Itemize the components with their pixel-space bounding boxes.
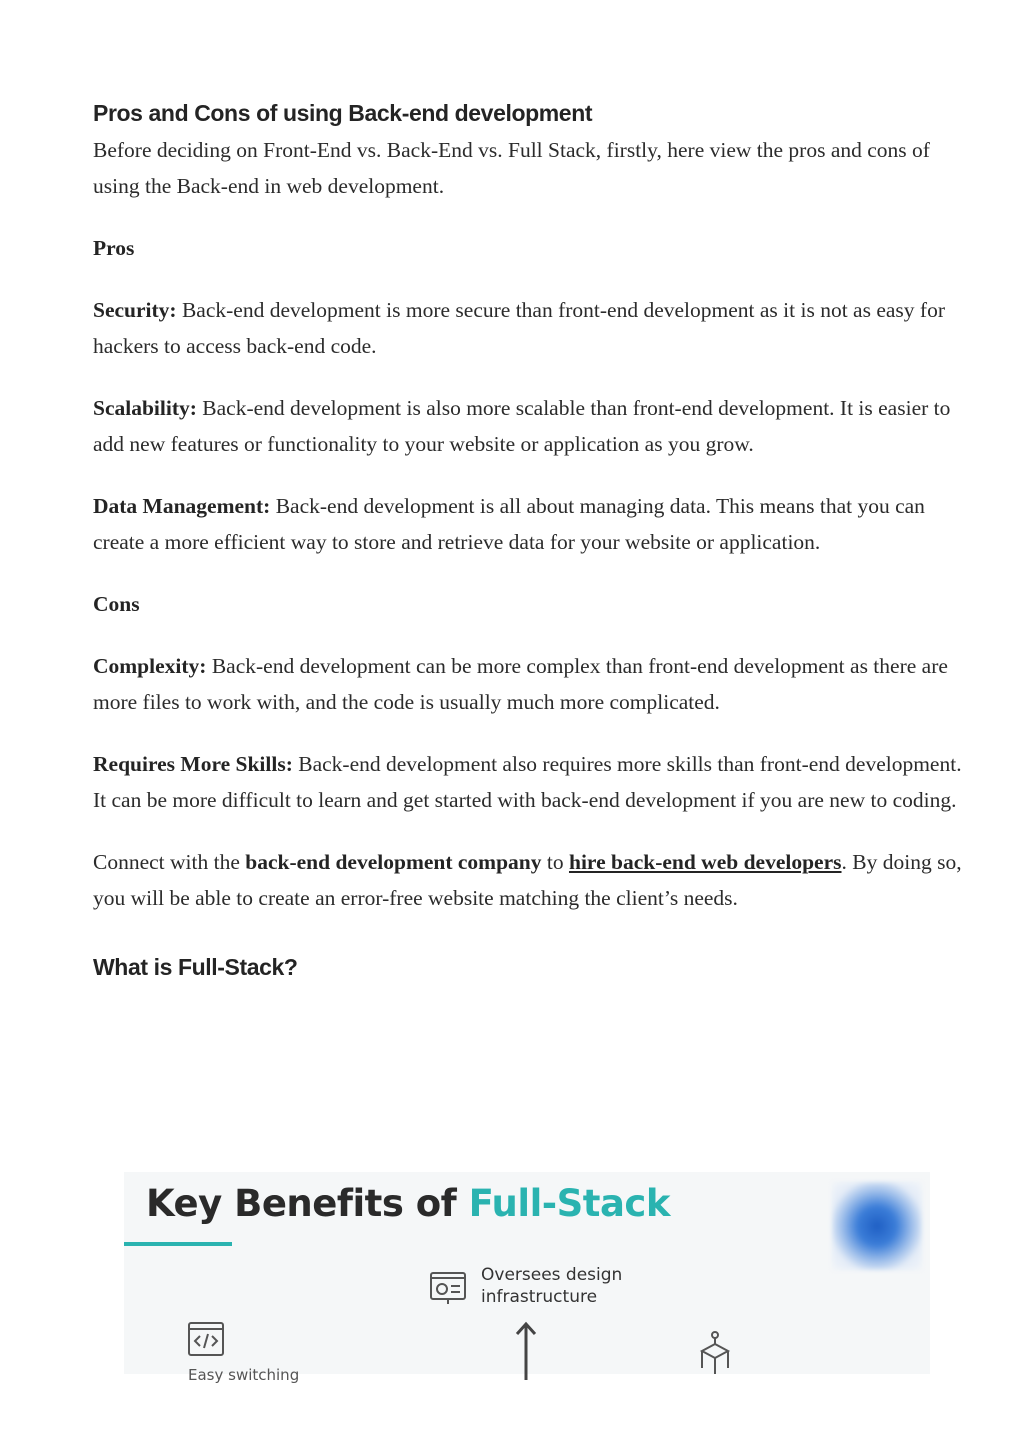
full-stack-heading: What is Full-Stack? [93,954,298,980]
benefit-oversees-design: Oversees design infrastructure [481,1265,623,1307]
code-window-icon [186,1320,226,1358]
pro-term: Data Management: [93,494,271,518]
pro-item-scalability: Scalability: Back-end development is also more scalable than front-end development. It is easier to add new features or functionality to your website or application as you grow. [93,396,951,456]
pro-term: Scalability: [93,396,197,420]
pros-label: Pros [93,236,135,260]
benefit-easy-switching: Easy switching [188,1366,300,1384]
con-term: Complexity: [93,654,207,678]
pro-item-security: Security: Back-end development is more secure than front-end development as it is not as easy for hackers to access back-end code. [93,298,945,358]
connect-paragraph: Connect with the back-end development company to hire back-end web developers. By doing so, you will be able to create an error-free website matching the client’s needs. [93,850,962,910]
intro-paragraph: Before deciding on Front-End vs. Back-End vs. Full Stack, firstly, here view the pros and cons of using the Back-end in web development. [93,138,930,198]
company-bold-text: back-end development company [245,850,542,874]
title-underline [124,1242,232,1246]
cube-network-icon [692,1330,738,1376]
article-content [93,96,963,984]
monitor-chart-icon [428,1268,468,1308]
figure-title: Key Benefits of Full-Stack [146,1182,670,1225]
section-heading: Pros and Cons of using Back-end development [93,100,593,126]
cons-label: Cons [93,592,140,616]
con-item-complexity: Complexity: Back-end development can be more complex than front-end development as there are more files to work with, and the code is usually much more complicated. [93,654,948,714]
hire-developers-link[interactable]: hire back-end web developers [568,850,842,874]
con-term: Requires More Skills: [93,752,293,776]
up-arrow-icon [514,1320,538,1380]
pro-term: Security: [93,298,177,322]
company-logo [832,1182,922,1270]
key-benefits-figure [124,1172,930,1384]
pro-item-data-management: Data Management: Back-end development is all about managing data. This means that you can create a more efficient way to store and retrieve data for your website or application. [93,494,925,554]
con-item-skills: Requires More Skills: Back-end development also requires more skills than front-end development. It can be more difficult to learn and get started with back-end development if you are new to coding. [93,752,962,812]
